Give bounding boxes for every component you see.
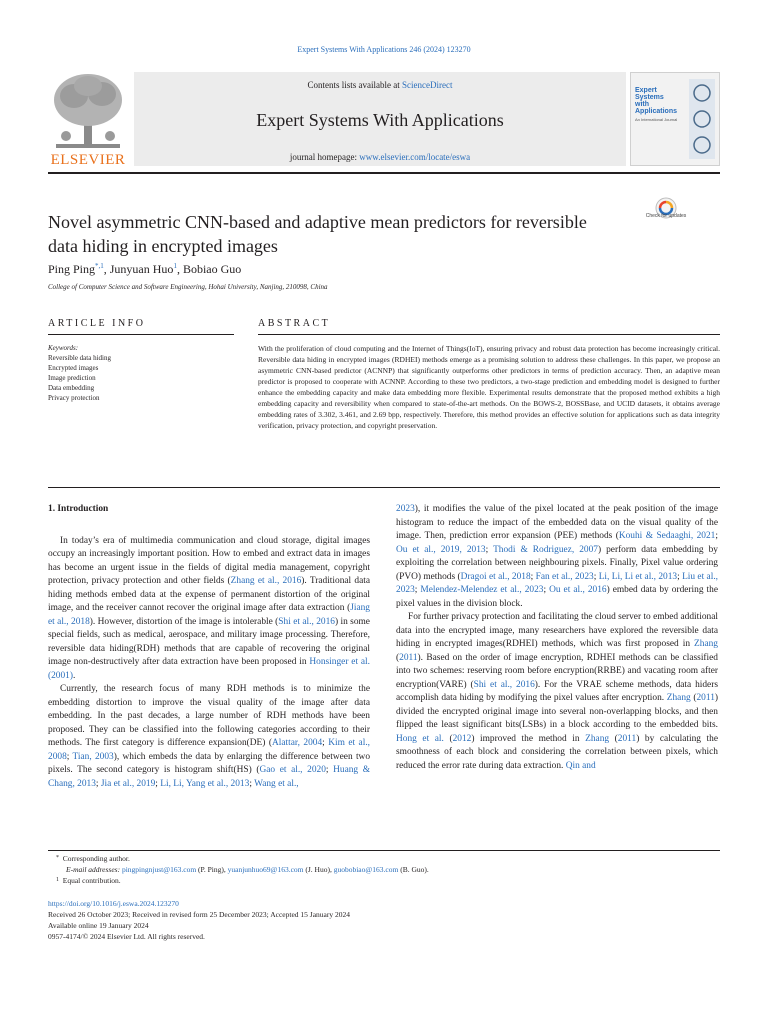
paragraph-text: ). Based on the order of image encryption, RDHEI methods can be classified into two schemes: reserving room before encryption(RRBE) and vacating room after encryption(VARE) ( [396, 652, 718, 690]
paragraph-text: ; [414, 585, 421, 595]
journal-banner [134, 72, 626, 166]
citation-link[interactable]: Ou et al., 2016 [549, 585, 607, 595]
paragraph-text: ; [715, 531, 718, 541]
citation-link[interactable]: Zhang [585, 733, 610, 744]
email-owner: (J. Huo), [303, 865, 334, 874]
equal-contribution: Equal contribution. [62, 876, 121, 885]
abstract-text: With the proliferation of cloud computing and the Internet of Things(IoT), ensuring privacy and robust data protection has become increasingly critical. Reversible data hiding in encrypted images (RDHEI) methods emerge as a promising solution to address these challenges. In this paper, we propose an asymmetric CNN-based predictor (ACNNP) that significantly outperforms other predictors in terms of prediction accuracy. Then, an adaptive mean predictor is proposed to cooperate with ACNNP. According to these two predictors, a two-stage prediction and embedding model is designed to further enhance the embedding capacity and make data embedding more flexible. Experimental results demonstrate that the proposed method exhibits a high embedding capacity and reversibility when compared to state-of-the-art methods. On the BOWS-2, BOSSBase, and UCID datasets, it obtains average embedding rates of 3.302, 3.461, and 2.69 bpp, respectively. Therefore, this method provides an effective solution for applications such as data integrity verification, privacy protection, and copyright preservation. [258, 344, 720, 430]
masthead [48, 70, 720, 170]
keyword-item: Image prediction [48, 374, 96, 382]
paragraph-text: ) embed data by ordering the pixel values in the division block. [396, 585, 718, 609]
homepage-prefix: journal homepage: [289, 152, 360, 162]
author-name: Bobiao Guo [182, 262, 242, 276]
keyword-item: Encrypted images [48, 364, 99, 372]
journal-title: Expert Systems With Applications [256, 110, 504, 130]
cover-title: Expert Systems with Applications [635, 87, 678, 115]
paragraph-text: ) improved the method in [471, 733, 586, 744]
corresponding-label: Corresponding author. [62, 854, 130, 863]
citation-link[interactable]: Kim et al., 2008 [48, 738, 371, 762]
left-column [48, 503, 370, 791]
paragraph-text: ( [690, 693, 697, 703]
citation-link[interactable]: Melendez-Melendez et al., 2023 [420, 585, 544, 595]
citation-link[interactable]: Li, Li, Yang et al., 2013 [160, 778, 250, 789]
paragraph-text: ( [609, 733, 618, 744]
citation-link[interactable]: 2012 [452, 733, 472, 744]
author-name: Junyuan Huo [109, 262, 174, 276]
email-label: E-mail addresses: [66, 865, 122, 874]
citation-link[interactable]: Jiang et al., 2018 [48, 603, 370, 627]
citation-link[interactable]: Fan et al., 2023 [535, 571, 594, 582]
received-dates: Received 26 October 2023; Received in revised form 25 December 2023; Accepted 15 January 2024 [48, 910, 350, 919]
sciencedirect-link[interactable]: ScienceDirect [402, 80, 453, 90]
email-link[interactable]: guobobiao@163.com [333, 865, 399, 874]
paragraph-text: ; [543, 585, 550, 595]
keyword-item: Data embedding [48, 384, 95, 392]
keywords-block [48, 343, 228, 403]
paragraph [48, 683, 370, 791]
cover-art-icon [689, 79, 715, 159]
citation-link[interactable]: Hong et al. [396, 733, 444, 744]
article-info-rule [48, 334, 234, 335]
paragraph-text: ) by calculating the smoothness of each block and considering the correlation between pixels, which reduced the error rate during data extraction. [396, 733, 719, 771]
paragraph [396, 611, 718, 773]
paragraph-text: ; [322, 738, 329, 748]
copyright: 0957-4174/© 2024 Elsevier Ltd. All rights reserved. [48, 932, 205, 941]
author-name: Ping Ping [48, 262, 96, 276]
paragraph-text: In today’s era of multimedia communication and cloud storage, digital images occupy an increasingly important position. How to embed and extract data in images has become an urgent issue in the fields of digital media management, copyright protection, privacy protection and other fields ( [48, 535, 370, 586]
citation-link[interactable]: Zhang [694, 639, 718, 649]
citation-link[interactable]: Dragoi et al., 2018 [460, 571, 531, 582]
abstract-rule [258, 334, 720, 335]
paragraph-text: ) perform data embedding by exploiting the correlation between neighbouring pixels. Finally, Pixel value ordering (PVO) methods ( [396, 544, 718, 582]
citation-link[interactable]: Shi et al., 2016 [473, 679, 535, 690]
author-marks[interactable]: 1 [173, 262, 177, 270]
abstract-heading: ABSTRACT [258, 318, 331, 329]
paragraph-text: ( [443, 733, 453, 744]
abstract-bottom-rule [48, 487, 720, 488]
check-for-updates-label[interactable]: Check for updates [645, 213, 687, 219]
keyword-item: Privacy protection [48, 394, 100, 402]
paragraph-text: . [73, 670, 76, 681]
article-info-heading: ARTICLE INFO [48, 318, 146, 329]
paragraph-text: ; [325, 765, 334, 775]
citation-link[interactable]: Zhang [666, 693, 691, 703]
paragraph-text: ; [155, 778, 161, 789]
online-date: Available online 19 January 2024 [48, 921, 149, 930]
paragraph-text: ). For the VRAE scheme methods, data hiders accomplish data hiding by modifying the pixel values after encryption. [396, 679, 718, 703]
paragraph-text: ), which embeds the data by enlarging the difference between two pixels. The second category is histogram shift(HS) ( [48, 751, 371, 775]
paragraph-text: ; [530, 571, 536, 582]
affiliation: College of Computer Science and Software Engineering, Hohai University, Nanjing, 210098, China [48, 283, 328, 291]
footnote-rule [48, 850, 720, 851]
paragraph-text: ) in some special fields, such as medical, aerospace, and military image processing. Therefore, reversible data hiding(RDH) methods that are capable of recovering the original image non-destructively after data extraction have been proposed in [48, 616, 370, 667]
author-marks[interactable]: *,1 [95, 262, 104, 270]
citation-link[interactable]: 2023 [396, 504, 415, 514]
paragraph-text: ; [95, 778, 101, 789]
footnote-corresponding: * Corresponding author. [56, 854, 130, 863]
article-title: Novel asymmetric CNN-based and adaptive mean predictors for reversible data hiding in encrypted images [48, 212, 587, 256]
citation-link[interactable]: Liu et al., 2023 [396, 571, 719, 595]
paragraph-text: ; [66, 751, 73, 762]
citation-link[interactable]: Thodi & Rodriguez, 2007 [493, 544, 598, 555]
elsevier-wordmark: ELSEVIER [50, 152, 126, 168]
contents-line [134, 80, 626, 90]
citation-link[interactable]: Honsinger et al. (2001) [48, 657, 370, 681]
citation-link[interactable]: Shi et al., 2016 [278, 616, 335, 627]
citation-link[interactable]: Kouhi & Sedaaghi, 2021 [618, 531, 716, 541]
footnote-emails [56, 864, 716, 875]
email-owner: (P. Ping), [196, 865, 228, 874]
citation-link[interactable]: Wang et al., [254, 778, 299, 789]
doi-link[interactable]: https://doi.org/10.1016/j.eswa.2024.123270 [48, 899, 179, 908]
paragraph-text: ). Traditional data hiding methods embed data at the expense of permanent distortion of the original image, and the receiver cannot recover the original image after data extraction ( [48, 576, 371, 613]
publication-info [48, 898, 708, 942]
paragraph-text: For further privacy protection and facilitating the cloud server to embed additional data into the encrypted image, many researchers have explored the reversible data hiding in encrypted images(RDHEI) methods, which was first proposed in [396, 612, 718, 649]
paragraph-text: Currently, the research focus of many RDH methods is to minimize the embedding distortion to improve the visual quality of the image after data embedding. In the past decades, a large number of RDH methods have been proposed. They can be classified into the following categories according to their methods. The first category is difference expansion(DE) ( [48, 684, 370, 748]
footnote-equal: $^1$ Equal contribution. [56, 876, 121, 885]
cover-subtitle: An International Journal [635, 117, 678, 122]
email-link[interactable]: yuanjunhuo69@163.com [227, 865, 304, 874]
paragraph-text: ; [593, 571, 599, 582]
paragraph-text: ; [249, 778, 255, 789]
keyword-item: Reversible data hiding [48, 354, 111, 362]
author-list: Ping Ping$^{*,1}$, Junyuan Huo$^1$, Bobiao Guo [48, 262, 242, 276]
citation-link[interactable]: 2011 [399, 652, 418, 663]
citation-link[interactable]: 2011 [617, 733, 637, 744]
paragraph-text: ), it modifies the value of the pixel located at the peak position of the image histogram to reduce the impact of the embedded data on the visual quality of the image. Then, prediction error expansion (PEE) methods ( [396, 504, 718, 541]
paragraph-text: ( [396, 652, 400, 663]
keywords-label: Keywords: [48, 344, 79, 352]
citation-link[interactable]: Tian, 2003 [72, 751, 114, 762]
citation-link[interactable]: Li, Li, Li et al., 2013 [598, 571, 678, 582]
contents-prefix: Contents lists available at [307, 80, 402, 90]
footnotes [56, 853, 716, 886]
citation-link[interactable]: Gao et al., 2020 [259, 765, 326, 775]
paragraph-text: ; [677, 571, 683, 582]
citation-link[interactable]: Huang & Chang, 2013 [48, 765, 371, 789]
citation-link[interactable]: 2011 [696, 693, 715, 703]
homepage-line [134, 152, 626, 162]
paragraph-text: ) divided the encrypted original image into several non-overlapping blocks, and then flipped the least significant bits(LSBs) in a block according to the embedded bits. [396, 693, 719, 730]
paragraph-text: ; [485, 544, 494, 555]
homepage-link[interactable]: www.elsevier.com/locate/eswa [359, 152, 471, 162]
paragraph [48, 535, 370, 684]
paragraph [396, 503, 718, 611]
email-link[interactable]: pingpingnjust@163.com [121, 865, 197, 874]
citation-link[interactable]: Jia et al., 2019 [100, 778, 156, 789]
section-title-introduction: 1. Introduction [48, 504, 109, 514]
email-owner: (B. Guo). [398, 865, 429, 874]
running-head[interactable]: Expert Systems With Applications 246 (2024) 123270 [297, 45, 471, 54]
citation-link[interactable]: Alattar, 2004 [271, 738, 323, 748]
right-column [396, 503, 718, 773]
masthead-rule [48, 172, 720, 174]
citation-link[interactable]: Zhang et al., 2016 [230, 576, 302, 586]
journal-cover-thumbnail[interactable] [630, 72, 720, 166]
citation-link[interactable]: Ou et al., 2019, 2013 [396, 544, 486, 555]
citation-link[interactable]: Qin and [565, 760, 596, 771]
paragraph-text: ). However, distortion of the image is intolerable ( [89, 616, 279, 627]
